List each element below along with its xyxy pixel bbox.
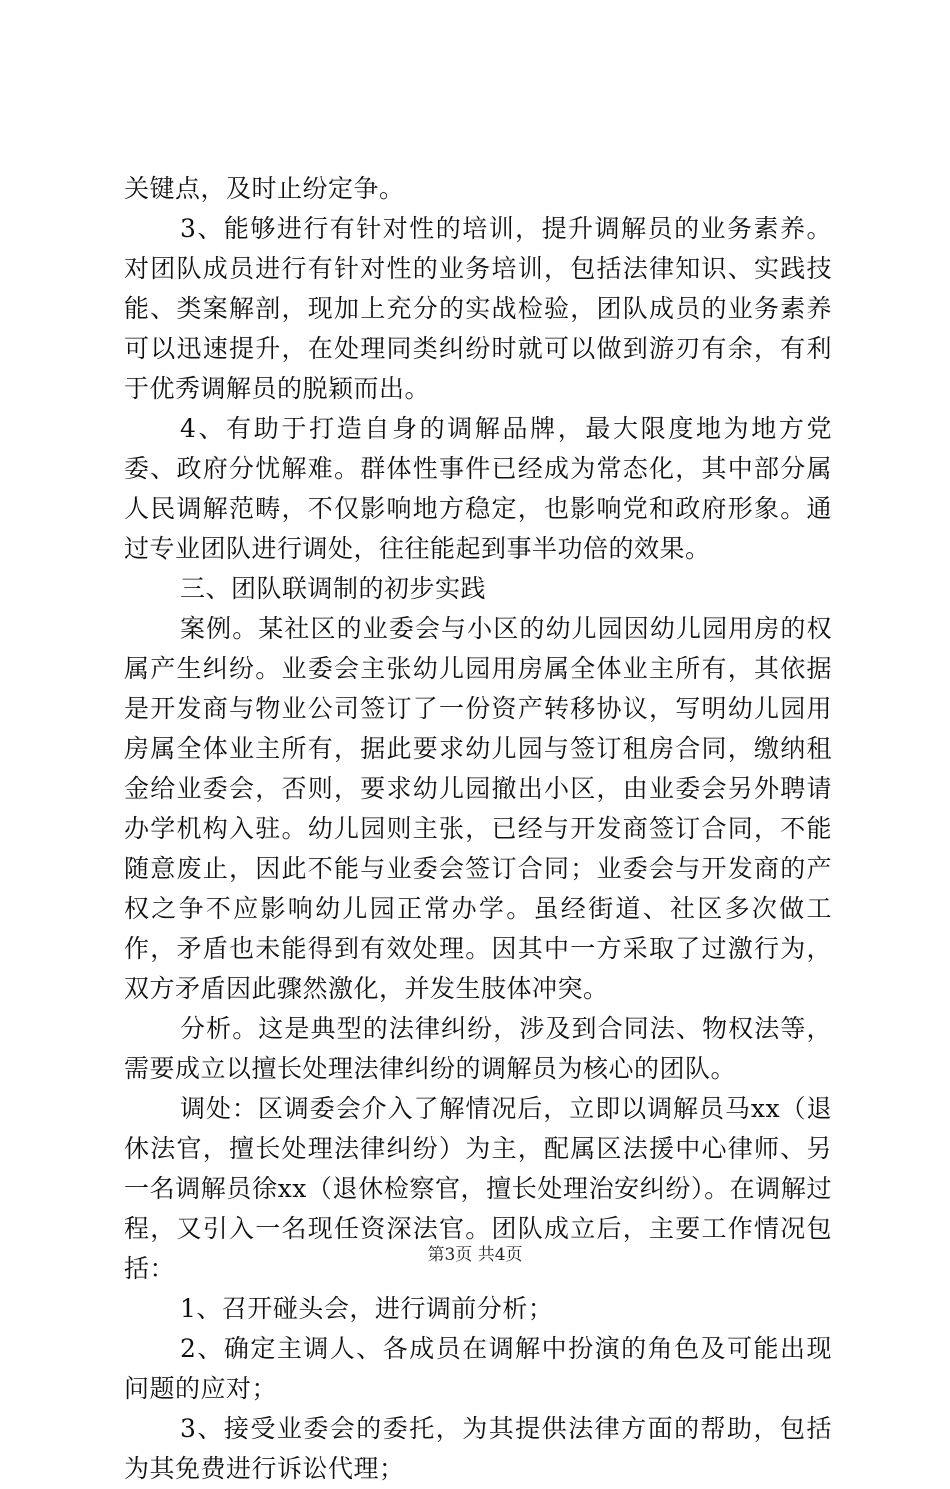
list-item-2: 2、确定主调人、各成员在调解中扮演的角色及可能出现问题的应对； xyxy=(124,1334,832,1403)
list-item-1: 1、召开碰头会，进行调前分析； xyxy=(180,1294,554,1323)
page-number-footer: 第3页 共4页 xyxy=(427,1245,523,1265)
paragraph-analysis: 分析。这是典型的法律纠纷，涉及到合同法、物权法等，需要成立以擅长处理法律纠纷的调解员为核心的团队。 xyxy=(124,1014,832,1083)
document-body xyxy=(124,169,832,1489)
paragraph-point-3: 3、能够进行有针对性的培训，提升调解员的业务素养。对团队成员进行有针对性的业务培训，包括法律知识、实践技能、类案解剖，现加上充分的实战检验，团队成员的业务素养可以迅速提升，在处理同类纠纷时就可以做到游刃有余，有利于优秀调解员的脱颖而出。 xyxy=(124,214,832,403)
list-item-3: 3、接受业委会的委托，为其提供法律方面的帮助，包括为其免费进行诉讼代理； xyxy=(124,1414,832,1483)
paragraph-mediation: 调处：区调委会介入了解情况后，立即以调解员马xx（退休法官，擅长处理法律纠纷）为主，配属区法援中心律师、另一名调解员徐xx（退休检察官，擅长处理治安纠纷）。在调解过程，又引入一名现任资深法官。团队成立后，主要工作情况包括： xyxy=(124,1094,832,1283)
paragraph-continuation: 关键点，及时止纷定争。 xyxy=(124,174,405,203)
paragraph-point-4: 4、有助于打造自身的调解品牌，最大限度地为地方党委、政府分忧解难。群体性事件已经成为常态化，其中部分属人民调解范畴，不仅影响地方稳定，也影响党和政府形象。通过专业团队进行调处，往往能起到事半功倍的效果。 xyxy=(124,414,832,563)
paragraph-case: 案例。某社区的业委会与小区的幼儿园因幼儿园用房的权属产生纠纷。业委会主张幼儿园用房属全体业主所有，其依据是开发商与物业公司签订了一份资产转移协议，写明幼儿园用房属全体业主所有，据此要求幼儿园与签订租房合同，缴纳租金给业委会，否则，要求幼儿园撤出小区，由业委会另外聘请办学机构入驻。幼儿园则主张，已经与开发商签订合同，不能随意废止，因此不能与业委会签订合同；业委会与开发商的产权之争不应影响幼儿园正常办学。虽经街道、社区多次做工作，矛盾也未能得到有效处理。因其中一方采取了过激行为，双方矛盾因此骤然激化，并发生肢体冲突。 xyxy=(124,614,832,1003)
section-heading: 三、团队联调制的初步实践 xyxy=(180,574,487,603)
